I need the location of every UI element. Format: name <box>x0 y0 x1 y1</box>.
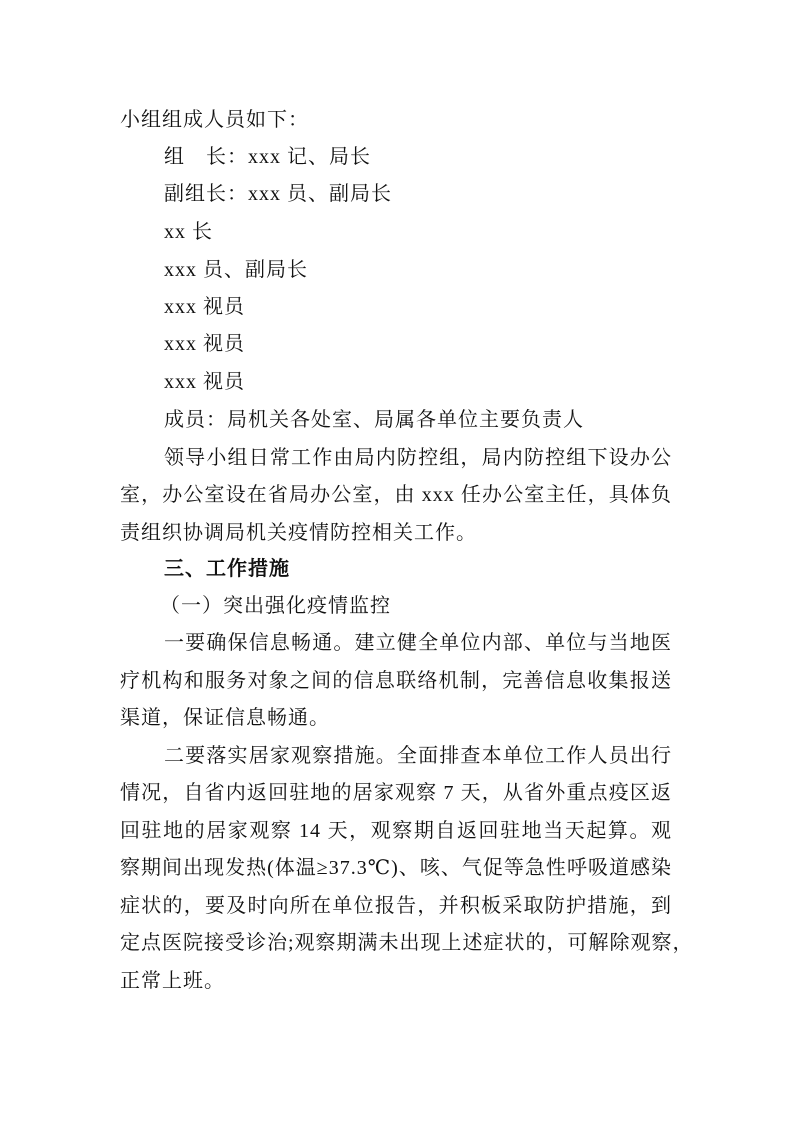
text-line: 察期间出现发热(体温≥37.3℃)、咳、气促等急性呼吸道感染 <box>120 857 672 879</box>
text-line: 正常上班。 <box>120 970 225 992</box>
text-line: 组 长：xxx 记、局长 <box>164 146 371 168</box>
text-line: 回驻地的居家观察 14 天，观察期自返回驻地当天起算。观 <box>120 820 672 842</box>
text-line: 室，办公室设在省局办公室，由 xxx 任办公室主任，具体负 <box>120 484 672 506</box>
text-line: xxx 员、副局长 <box>164 259 308 281</box>
text-line: 责组织协调局机关疫情防控相关工作。 <box>120 522 477 544</box>
text-line: 疗机构和服务对象之间的信息联络机制，完善信息收集报送 <box>120 670 672 692</box>
text-line: 一要确保信息畅通。建立健全单位内部、单位与当地医 <box>164 632 672 654</box>
text-line: xxx 视员 <box>164 296 245 318</box>
text-line: 小组组成人员如下： <box>120 109 309 131</box>
subsection-heading: （一）突出强化疫情监控 <box>160 595 391 617</box>
text-line: xxx 视员 <box>164 371 245 393</box>
text-line: 定点医院接受诊治;观察期满未出现上述症状的，可解除观察， <box>120 932 694 954</box>
text-line: 二要落实居家观察措施。全面排查本单位工作人员出行 <box>164 745 672 767</box>
text-line: 副组长：xxx 员、副局长 <box>164 183 392 205</box>
text-line: xxx 视员 <box>164 333 245 355</box>
text-line: 情况，自省内返回驻地的居家观察 7 天，从省外重点疫区返 <box>120 782 672 804</box>
text-line: 渠道，保证信息畅通。 <box>120 707 330 729</box>
text-line: xx 长 <box>164 221 213 243</box>
text-line: 领导小组日常工作由局内防控组，局内防控组下设办公 <box>164 447 672 469</box>
section-heading: 三、工作措施 <box>164 558 290 580</box>
text-line: 症状的，要及时向所在单位报告，并积板采取防护措施，到 <box>120 895 672 917</box>
text-line: 成员：局机关各处室、局属各单位主要负责人 <box>164 409 584 431</box>
